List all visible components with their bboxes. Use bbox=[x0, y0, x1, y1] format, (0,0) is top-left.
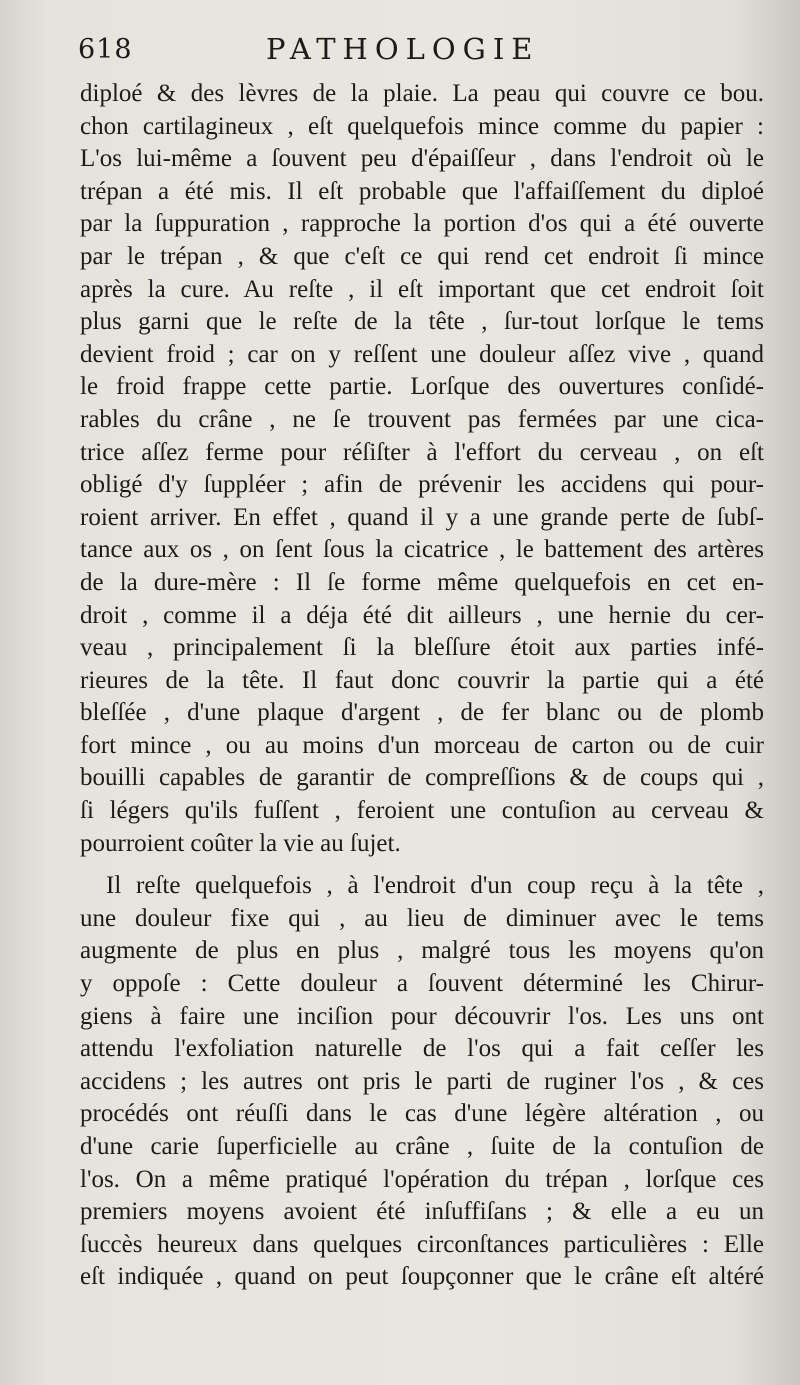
text-line: rieures de la tête. Il faut donc couvrir la partie qui a été bbox=[80, 666, 764, 694]
text-line: ſi légers qu'ils fuſſent , feroient une contuſion au cerveau & bbox=[80, 797, 764, 825]
page-header bbox=[78, 30, 768, 74]
text-line: Il reſte quelquefois , à l'endroit d'un coup reçu à la tête , bbox=[106, 872, 764, 900]
text-line: bleſſée , d'une plaque d'argent , de fer blanc ou de plomb bbox=[80, 699, 764, 727]
text-line: augmente de plus en plus , malgré tous les moyens qu'on bbox=[80, 937, 764, 965]
text-line: roient arriver. En effet , quand il y a une grande perte de ſubſ- bbox=[80, 503, 764, 531]
text-line: par la ſuppuration , rapproche la portion d'os qui a été ouverte bbox=[80, 210, 764, 238]
text-line: ſuccès heureux dans quelques circonſtances particulières : Elle bbox=[80, 1230, 764, 1258]
text-line: droit , comme il a déja été dit ailleurs , une hernie du cer- bbox=[80, 601, 764, 629]
text-line: le froid frappe cette partie. Lorſque des ouvertures conſidé- bbox=[80, 373, 764, 401]
paragraph-gap bbox=[80, 860, 764, 870]
text-line: rables du crâne , ne ſe trouvent pas fermées par une cica- bbox=[80, 405, 764, 433]
text-line: de la dure-mère : Il ſe forme même quelquefois en cet en- bbox=[80, 568, 764, 596]
text-line: L'os lui-même a ſouvent peu d'épaiſſeur , dans l'endroit où le bbox=[80, 145, 764, 173]
text-line: d'une carie ſuperficielle au crâne , ſuite de la contuſion de bbox=[80, 1133, 764, 1160]
paragraph-2 bbox=[80, 870, 764, 1294]
text-line: tance aux os , on ſent ſous la cicatrice , le battement des artères bbox=[80, 536, 764, 564]
text-line: giens à faire une inciſion pour découvrir l'os. Les uns ont bbox=[80, 1002, 764, 1030]
text-line: y oppoſe : Cette douleur a ſouvent déterminé les Chirur- bbox=[80, 970, 764, 998]
text-line: diploé & des lèvres de la plaie. La peau qui couvre ce bou. bbox=[80, 80, 764, 107]
text-line: après la cure. Au reſte , il eſt important que cet endroit ſoit bbox=[80, 275, 764, 303]
text-line: bouilli capables de garantir de compreſſions & de coups qui , bbox=[80, 764, 764, 792]
text-line: l'os. On a même pratiqué l'opération du trépan , lorſque ces bbox=[80, 1165, 764, 1193]
page-number: 618 bbox=[78, 34, 133, 65]
text-line: chon cartilagineux , eſt quelquefois mince comme du papier : bbox=[80, 112, 764, 140]
text-line: trépan a été mis. Il eſt probable que l'affaiſſement du diploé bbox=[80, 177, 764, 205]
text-line: trice aſſez ferme pour réſiſter à l'effort du cerveau , on eſt bbox=[80, 438, 764, 466]
text-line: plus garni que le reſte de la tête , ſur-tout lorſque le tems bbox=[80, 308, 764, 336]
text-line: devient froid ; car on y reſſent une douleur aſſez vive , quand bbox=[80, 340, 764, 368]
running-title: PATHOLOGIE bbox=[266, 32, 540, 66]
text-line: attendu l'exfoliation naturelle de l'os qui a fait ceſſer les bbox=[80, 1035, 764, 1063]
text-line: veau , principalement ſi la bleſſure étoit aux parties infé- bbox=[80, 634, 764, 662]
paragraph-1 bbox=[80, 78, 764, 860]
body-text bbox=[80, 78, 764, 1294]
text-line: procédés ont réuſſi dans le cas d'une légère altération , ou bbox=[80, 1100, 764, 1128]
text-line: eſt indiquée , quand on peut ſoupçonner que le crâne eſt altéré bbox=[80, 1263, 764, 1291]
text-line: obligé d'y ſuppléer ; afin de prévenir les accidens qui pour- bbox=[80, 471, 764, 499]
text-line: pourroient coûter la vie au ſujet. bbox=[80, 829, 401, 857]
text-line: une douleur fixe qui , au lieu de diminuer avec le tems bbox=[80, 904, 764, 932]
text-line: premiers moyens avoient été inſuffiſans ; & elle a eu un bbox=[80, 1198, 764, 1226]
text-line: fort mince , ou au moins d'un morceau de carton ou de cuir bbox=[80, 731, 764, 759]
text-line: par le trépan , & que c'eſt ce qui rend cet endroit ſi mince bbox=[80, 242, 764, 270]
text-line: accidens ; les autres ont pris le parti de ruginer l'os , & ces bbox=[80, 1067, 764, 1095]
